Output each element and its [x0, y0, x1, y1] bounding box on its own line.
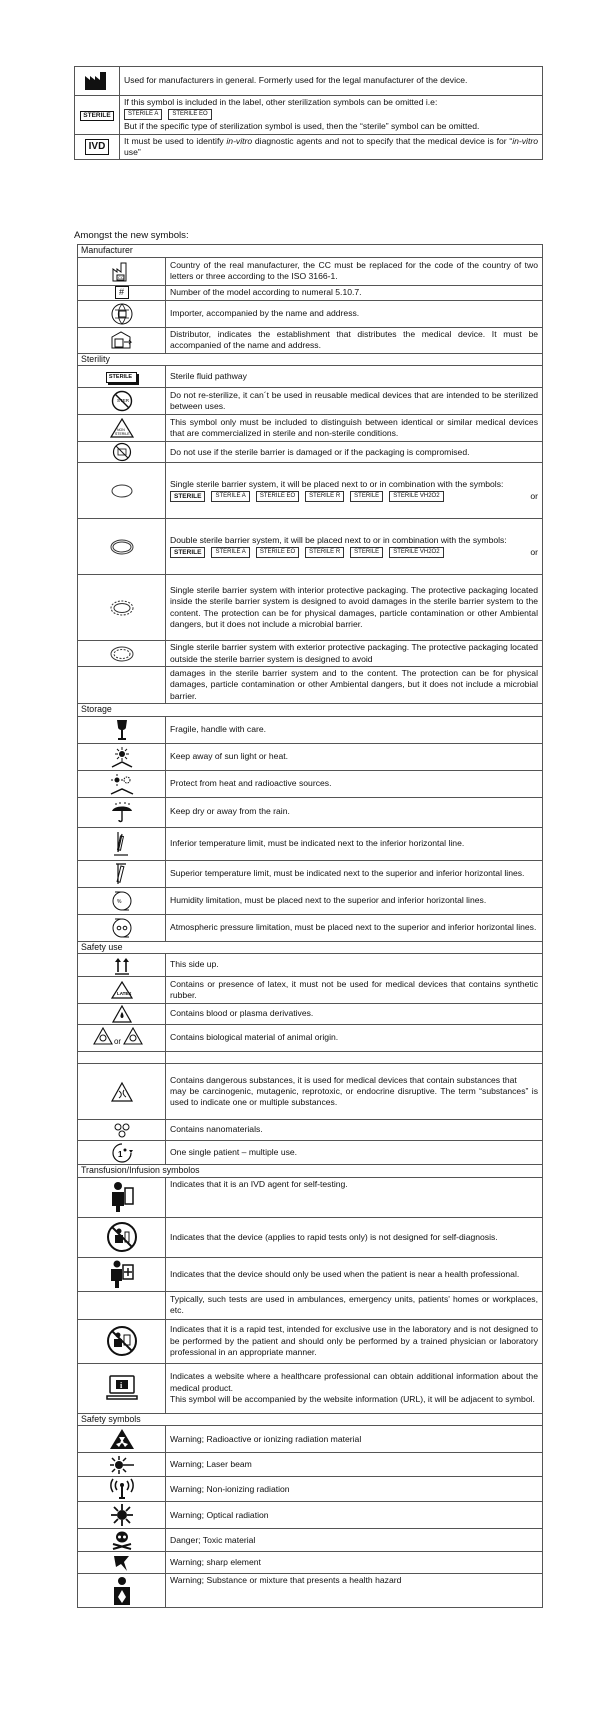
svg-text:STERILE: STERILE [114, 432, 130, 437]
description: Keep away of sun light or heat. [166, 743, 543, 770]
table-row [78, 716, 543, 743]
description: Country of the real manufacturer, the CC must be replaced for the code of the country of two letters or three according to the ISO 3166-1. [166, 257, 543, 285]
description: Humidity limitation, must be placed next to the superior and inferior horizontal lines. [166, 887, 543, 914]
description: Do not use if the sterile barrier is damaged or if the packaging is compromised. [166, 442, 543, 463]
description: Atmospheric pressure limitation, must be placed next to the superior and inferior horizontal lines. [166, 914, 543, 941]
symbol-cell [75, 67, 120, 96]
table-row [78, 1064, 543, 1120]
section-header-manufacturer: Manufacturer [78, 245, 543, 258]
sterile-chip: STERILE R [305, 547, 344, 558]
optical-radiation-icon [78, 1502, 166, 1529]
description: Typically, such tests are used in ambulances, emergency units, patients' homes or workplaces, etc. [166, 1291, 543, 1319]
table-row [75, 134, 543, 160]
svg-text:STER: STER [116, 398, 129, 404]
table-row [78, 1120, 543, 1141]
section-header-storage: Storage [78, 703, 543, 716]
description: Indicates that it is an IVD agent for self-testing. [166, 1177, 543, 1217]
protect-heat-radioactive-icon [78, 770, 166, 797]
table-row [78, 914, 543, 941]
text: It must be used to identify [124, 135, 227, 146]
not-self-diagnosis-icon [78, 1217, 166, 1257]
interior-packaging-icon [78, 575, 166, 641]
text: use” [124, 147, 141, 158]
sterile-chip: STERILE [350, 491, 383, 502]
upper-temperature-limit-icon [78, 860, 166, 887]
sterile-chip: STERILE EO [256, 547, 299, 558]
table-row [78, 1319, 543, 1363]
section-header-safety-symbols: Safety symbols [78, 1413, 543, 1426]
sterile-chip: STERILE VH2O2 [389, 547, 443, 558]
svg-text:i: i [119, 1381, 122, 1391]
description: Contains blood or plasma derivatives. [166, 1004, 543, 1025]
table-row [78, 285, 543, 300]
text-line: If this symbol is included in the label, other sterilization symbols can be omitted i.e: [124, 97, 438, 107]
description: Indicates that the device (applies to rapid tests only) is not designed for self-diagnosis. [166, 1217, 543, 1257]
table-row [75, 96, 543, 135]
chip-list [124, 109, 538, 120]
website-info-icon [78, 1363, 166, 1413]
country-manufacturer-icon [78, 257, 166, 285]
chip-list [170, 547, 538, 558]
svg-text:NON: NON [116, 428, 125, 433]
double-barrier-icon [78, 519, 166, 575]
health-hazard-icon [78, 1574, 166, 1608]
keep-away-sunlight-icon [78, 743, 166, 770]
description: Warning; Non-ionizing radiation [166, 1477, 543, 1502]
radioactive-icon [78, 1426, 166, 1453]
single-patient-icon [78, 1141, 166, 1165]
table-row [78, 1004, 543, 1025]
table-row [78, 575, 543, 641]
nanomaterials-icon [78, 1120, 166, 1141]
description: Indicates that it is a rapid test, intended for exclusive use in the laboratory and is not designed to be performed by the patient and should only be performed by a trained physician or laboratory professional in an appropriate manner. [166, 1319, 543, 1363]
table-row [78, 300, 543, 327]
description: Warning; Substance or mixture that presents a health hazard [166, 1574, 543, 1608]
sterile-chip: STERILE R [305, 491, 344, 502]
text-line: Double sterile barrier system, it will be placed next to or in combination with the symbols: [170, 534, 507, 545]
ivd-icon: IVD [85, 139, 110, 154]
description: Fragile, handle with care. [166, 716, 543, 743]
description: Warning; sharp element [166, 1552, 543, 1574]
description [166, 463, 543, 519]
table-row [78, 257, 543, 285]
table-row [78, 415, 543, 442]
section-header-sterility: Sterility [78, 353, 543, 366]
sterile-chip: STERILE A [124, 109, 162, 120]
description [120, 134, 543, 160]
sterile-chip: STERILE [170, 491, 205, 502]
sterile-label-icon: STERILE [80, 111, 113, 122]
chip-list [170, 491, 538, 502]
table-row [78, 797, 543, 827]
table-row [78, 977, 543, 1004]
table-row [78, 366, 543, 388]
description: Indicates a website where a healthcare professional can obtain additional information about the medical product. This symbol will be accompanied by the website information (URL), it will be adjacent to symbol. [166, 1363, 543, 1413]
section-header-safety-use: Safety use [78, 941, 543, 954]
table-row [78, 666, 543, 703]
humidity-limit-icon [78, 887, 166, 914]
description: Number of the model according to numeral 5.10.7. [166, 285, 543, 300]
text-line: But if the specific type of sterilization symbol is used, then the “sterile” symbol can be omitted. [124, 121, 480, 132]
description: Used for manufacturers in general. Formerly used for the legal manufacturer of the device. [120, 67, 543, 96]
table-row [78, 1291, 543, 1319]
empty-symbol-cell [78, 666, 166, 703]
or-label: or [113, 1037, 122, 1047]
or-label: or [530, 491, 538, 502]
table-row [78, 1217, 543, 1257]
table-row [78, 1529, 543, 1552]
table-row [78, 1477, 543, 1502]
description: Warning; Laser beam [166, 1453, 543, 1477]
table-row [78, 1177, 543, 1217]
description: Contains dangerous substances, it is used for medical devices that contain substances that may be carcinogenic, mutagenic, reprotoxic, or endocrine disruptive. The term “substances” is used to indicate one or multiple substances. [166, 1064, 543, 1120]
do-not-use-damaged-icon [78, 442, 166, 463]
description: damages in the sterile barrier system and to the content. The protection can be for physical damages, particle contamination or other Ambiental dangers, but it does not include a microbial barrier. [166, 666, 543, 703]
do-not-resterilize-icon [78, 388, 166, 415]
distributor-icon [78, 327, 166, 353]
description: Importer, accompanied by the name and address. [166, 300, 543, 327]
section-heading: Amongst the new symbols: [74, 230, 189, 241]
table-row [78, 827, 543, 860]
exterior-packaging-icon [78, 641, 166, 667]
sterile-chip: STERILE [350, 547, 383, 558]
table-row [78, 1552, 543, 1574]
description [120, 96, 543, 135]
lab-only-icon [78, 1319, 166, 1363]
text-line: Single sterile barrier system, it will be placed next to or in combination with the symbols: [170, 478, 504, 489]
near-patient-icon [78, 1257, 166, 1291]
description: This side up. [166, 954, 543, 977]
legacy-symbols-table [74, 66, 543, 160]
laser-beam-icon [78, 1453, 166, 1477]
table-row [78, 519, 543, 575]
fragile-icon [78, 716, 166, 743]
table-row [78, 463, 543, 519]
blood-derivatives-icon [78, 1004, 166, 1025]
description: Superior temperature limit, must be indicated next to the superior and inferior horizontal lines. [166, 860, 543, 887]
table-row [78, 388, 543, 415]
table-row [75, 67, 543, 96]
svg-text:%: % [116, 898, 121, 905]
table-row [78, 1426, 543, 1453]
toxic-material-icon [78, 1529, 166, 1552]
self-testing-icon [78, 1177, 166, 1217]
symbol-cell [75, 96, 120, 135]
model-number-icon: # [78, 285, 166, 300]
table-row [78, 327, 543, 353]
description: Contains nanomaterials. [166, 1120, 543, 1141]
non-sterile-icon [78, 415, 166, 442]
svg-text:1: 1 [117, 1149, 122, 1159]
text: in-vitro [512, 135, 538, 146]
or-label: or [530, 547, 538, 558]
table-row [78, 1025, 543, 1052]
non-ionizing-radiation-icon [78, 1477, 166, 1502]
table-row [78, 1052, 543, 1064]
sterile-chip: STERILE A [211, 491, 249, 502]
description: Inferior temperature limit, must be indicated next to the inferior horizontal line. [166, 827, 543, 860]
lower-temperature-limit-icon [78, 827, 166, 860]
description: Contains biological material of animal origin. [166, 1025, 543, 1052]
description: Danger; Toxic material [166, 1529, 543, 1552]
description: Indicates that the device should only be used when the patient is near a health professional. [166, 1257, 543, 1291]
table-row [78, 1453, 543, 1477]
section-header-transfusion: Transfusion/Infusion symbolos [78, 1165, 543, 1178]
description: Distributor, indicates the establishment that distributes the medical device. It must be accompanied of the name and address. [166, 327, 543, 353]
table-row [78, 954, 543, 977]
description: Single sterile barrier system with exterior protective packaging. The protective packaging located outside the sterile barrier system is designed to avoid [166, 641, 543, 667]
table-row [78, 887, 543, 914]
dangerous-substances-icon [78, 1064, 166, 1120]
description: Warning; Radioactive or ionizing radiation material [166, 1426, 543, 1453]
table-row [78, 1574, 543, 1608]
description: Do not re-sterilize, it can´t be used in reusable medical devices that are intended to be sterilized between uses. [166, 388, 543, 415]
table-row [78, 1141, 543, 1165]
description: Warning; Optical radiation [166, 1502, 543, 1529]
latex-icon [78, 977, 166, 1004]
description [166, 1052, 543, 1064]
svg-text:CC: CC [117, 275, 124, 281]
pressure-limit-icon [78, 914, 166, 941]
table-row [78, 641, 543, 667]
sharp-element-icon [78, 1552, 166, 1574]
text: diagnostic agents and not to specify that the medical device is for “ [252, 135, 513, 146]
sterile-fluid-path-icon: STERILE [78, 366, 166, 388]
single-barrier-icon [78, 463, 166, 519]
animal-origin-icon [78, 1025, 166, 1052]
description: Keep dry or away from the rain. [166, 797, 543, 827]
importer-icon [78, 300, 166, 327]
svg-text:LATEX: LATEX [116, 991, 131, 997]
table-row [78, 860, 543, 887]
description: Contains or presence of latex, it must not be used for medical devices that contains synthetic rubber. [166, 977, 543, 1004]
description: This symbol only must be included to distinguish between identical or similar medical devices that are commercialized in sterile and non-sterile conditions. [166, 415, 543, 442]
text: in-vitro [226, 135, 253, 146]
factory-icon [82, 75, 112, 85]
sterile-chip: STERILE EO [168, 109, 211, 120]
table-row [78, 1502, 543, 1529]
symbol-cell [75, 134, 120, 160]
table-row [78, 743, 543, 770]
sterile-chip: STERILE [170, 547, 205, 558]
description: Single sterile barrier system with interior protective packaging. The protective packaging located inside the sterile barrier system is designed to avoid damages in the sterile barrier system to the content. The protection can be for physical damages, particle contamination or other Ambiental dangers, but it does not include a microbial barrier. [166, 575, 543, 641]
sterile-chip: STERILE A [211, 547, 249, 558]
sterile-chip: STERILE EO [256, 491, 299, 502]
keep-dry-icon [78, 797, 166, 827]
description: One single patient – multiple use. [166, 1141, 543, 1165]
empty-symbol-cell [78, 1052, 166, 1064]
table-row [78, 770, 543, 797]
table-row [78, 1257, 543, 1291]
description [166, 519, 543, 575]
new-symbols-table [77, 244, 543, 1608]
description: Sterile fluid pathway [166, 366, 543, 388]
empty-symbol-cell [78, 1291, 166, 1319]
description: Protect from heat and radioactive sources. [166, 770, 543, 797]
table-row [78, 442, 543, 463]
table-row [78, 1363, 543, 1413]
sterile-chip: STERILE VH2O2 [389, 491, 443, 502]
this-side-up-icon [78, 954, 166, 977]
